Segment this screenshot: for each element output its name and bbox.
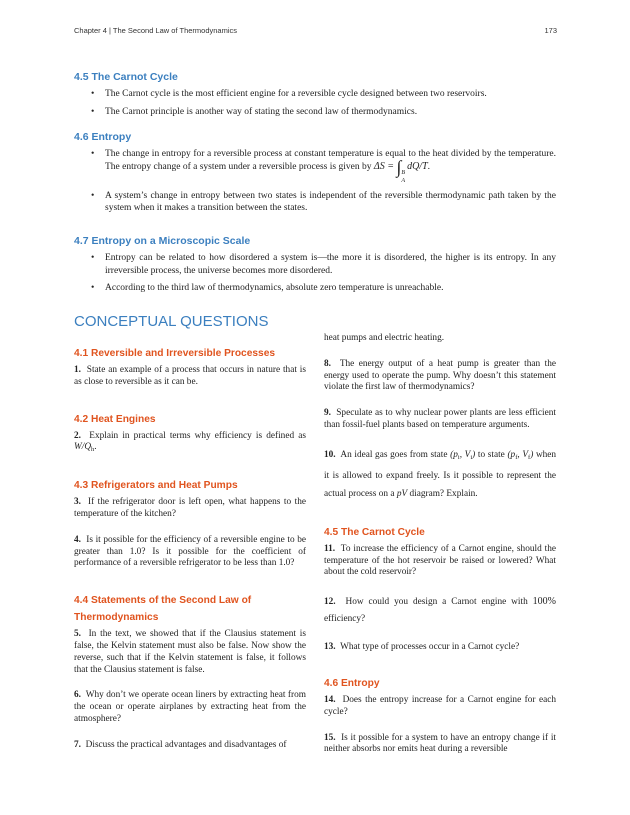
bullet-item: • A system’s change in entropy between two states is independent of the reversible thermodynamic path taken by the system when it makes a transition between the states. (105, 190, 556, 215)
math-text: , V (517, 449, 529, 460)
subsection-heading: 4.1 Reversible and Irreversible Processes (74, 348, 276, 359)
integral-sign: ∫ (396, 156, 402, 177)
question-text: If the refrigerator door is left open, what happens to the temperature of the kitchen? (74, 497, 306, 519)
final-state (507, 450, 533, 460)
question-number: 1. (74, 365, 81, 375)
question-text: diagram? Explain. (409, 488, 478, 499)
question-11 (324, 544, 556, 579)
math-text: ) (472, 449, 476, 460)
question-text: The energy output of a heat pump is greater than the energy used to operate the pump. Why doesn’t this statement violate the first law of thermodynamics? (324, 358, 556, 393)
question-text: Is it possible for the efficiency of a reversible engine to be greater than 1.0? Is it possible for the coefficient of performance of a reversible refrigerator to be less than 1.0? (74, 534, 307, 569)
question-text: Explain in practical terms why efficiency is defined as (89, 430, 306, 441)
question-text: Is it possible for a system to have an entropy change if it neither absorbs nor emits heat during a reversible (324, 732, 556, 755)
math-text: (p (507, 449, 516, 460)
conceptual-questions-title: CONCEPTUAL QUESTIONS (74, 313, 269, 330)
question-text: To increase the efficiency of a Carnot engine, should the temperature of the hot reservoir be raised or lowered? What about the cold reservoir? (324, 543, 556, 578)
subsection-heading: 4.3 Refrigerators and Heat Pumps (74, 480, 238, 492)
running-header: Chapter 4 | The Second Law of Thermodynamics (74, 26, 238, 35)
pv-label: pV (396, 488, 408, 499)
summary-section-microscopic-entropy (74, 235, 556, 300)
math-subscript: f (528, 453, 531, 461)
question-number: 6. (74, 690, 81, 701)
question-15 (324, 733, 556, 757)
efficiency-value: 100% (532, 596, 556, 608)
period: . (94, 442, 97, 453)
upper-limit: B (401, 169, 406, 176)
page-number: 173 (544, 26, 557, 35)
math-text: ) (530, 449, 534, 460)
question-8 (324, 359, 556, 394)
section-heading: 4.5 The Carnot Cycle (74, 71, 178, 83)
period: . (427, 161, 430, 172)
section-heading: 4.6 Entropy (74, 131, 132, 143)
bullet-item: • According to the third law of thermodynamics, absolute zero temperature is unreachable. (105, 282, 556, 295)
question-text: An ideal gas goes from state (340, 449, 448, 460)
question-text: How could you design a Carnot engine with (345, 597, 528, 608)
bullet-item: • The Carnot cycle is the most efficient engine for a reversible cycle designed between two reservoirs. (105, 88, 556, 101)
bullet-text: The change in entropy for a reversible process at constant temperature is equal to the heat divided by the temperature. The entropy change of a system under a reversible process is given by (105, 149, 556, 172)
math-text: (p (450, 449, 458, 460)
eq-lhs: ΔS = (373, 160, 394, 172)
left-column (74, 346, 306, 752)
question-7 (74, 740, 306, 752)
question-text: efficiency? (324, 614, 366, 625)
question-text: Why don’t we operate ocean liners by extracting heat from the ocean or operate airplanes by extracting heat from the atmosphere? (74, 690, 306, 724)
eq-rhs: dQ/T (407, 160, 428, 172)
question-13 (324, 642, 556, 654)
question-number: 4. (74, 534, 81, 545)
question-text: Does the entropy increase for a Carnot engine for each cycle? (324, 694, 556, 717)
math-subscript: i (457, 453, 460, 461)
math-text: W/Q (74, 442, 92, 453)
question-number: 14. (324, 694, 336, 705)
question-14 (324, 695, 556, 719)
math-subscript: i (470, 453, 473, 461)
subsection-heading: 4.6 Entropy (324, 677, 380, 689)
question-text: Speculate as to why nuclear power plants are less efficient than fossil-fuel plants based on temperature arguments. (324, 408, 556, 430)
question-3 (74, 497, 306, 521)
math-subscript: f (515, 453, 518, 461)
question-7-continued: heat pumps and electric heating. (324, 333, 445, 343)
question-text: when it is allowed to expand freely. Is it possible to represent the actual process on a (324, 449, 557, 499)
math-subscript: h (91, 446, 95, 454)
question-1 (74, 365, 306, 389)
subsection-heading: 4.4 Statements of the Second Law of Thermodynamics (74, 595, 252, 624)
bullet-item: • Entropy can be related to how disordered a system is—the more it is disordered, the higher is its entropy. In any irreversible process, the universe becomes more disordered. (105, 252, 556, 277)
question-number: 11. (324, 543, 336, 554)
summary-section-entropy (74, 131, 556, 220)
question-number: 7. (74, 739, 81, 750)
question-number: 9. (324, 408, 331, 419)
question-6 (74, 690, 306, 725)
bullet-item: • The Carnot principle is another way of stating the second law of thermodynamics. (105, 106, 556, 119)
question-number: 8. (324, 358, 331, 369)
question-5 (74, 629, 306, 676)
question-number: 10. (324, 449, 336, 460)
question-number: 13. (324, 642, 336, 653)
integral-limits (401, 169, 405, 185)
section-heading: 4.7 Entropy on a Microscopic Scale (74, 235, 251, 247)
bullet-item (105, 148, 556, 185)
question-12 (324, 593, 556, 628)
initial-state (450, 450, 475, 460)
question-number: 15. (324, 732, 336, 743)
lower-limit: A (401, 177, 406, 184)
question-text: In the text, we showed that if the Clausius statement is false, the Kelvin statement must also be false. Now show the reverse, such that if the Kelvin statement is false, it follows that the Clausius statement is false. (74, 629, 306, 675)
question-number: 3. (74, 497, 81, 508)
question-2 (74, 431, 306, 457)
math-text: , V (459, 449, 471, 460)
question-10 (324, 446, 556, 503)
question-number: 2. (74, 430, 81, 441)
subsection-heading: 4.5 The Carnot Cycle (324, 526, 425, 538)
question-4 (74, 535, 306, 570)
subsection-heading: 4.2 Heat Engines (74, 413, 156, 425)
question-text: Discuss the practical advantages and disadvantages of (85, 739, 287, 750)
question-number: 12. (324, 597, 336, 608)
right-column (324, 333, 556, 756)
question-text: State an example of a process that occurs in nature that is as close to reversible as it can be. (74, 365, 307, 387)
question-text: to state (477, 449, 505, 460)
question-9 (324, 408, 556, 432)
question-number: 5. (74, 629, 81, 640)
question-text: What type of processes occur in a Carnot cycle? (340, 642, 520, 653)
efficiency-expression (74, 442, 97, 454)
entropy-equation (373, 156, 428, 184)
summary-section-carnot-cycle (74, 71, 556, 123)
